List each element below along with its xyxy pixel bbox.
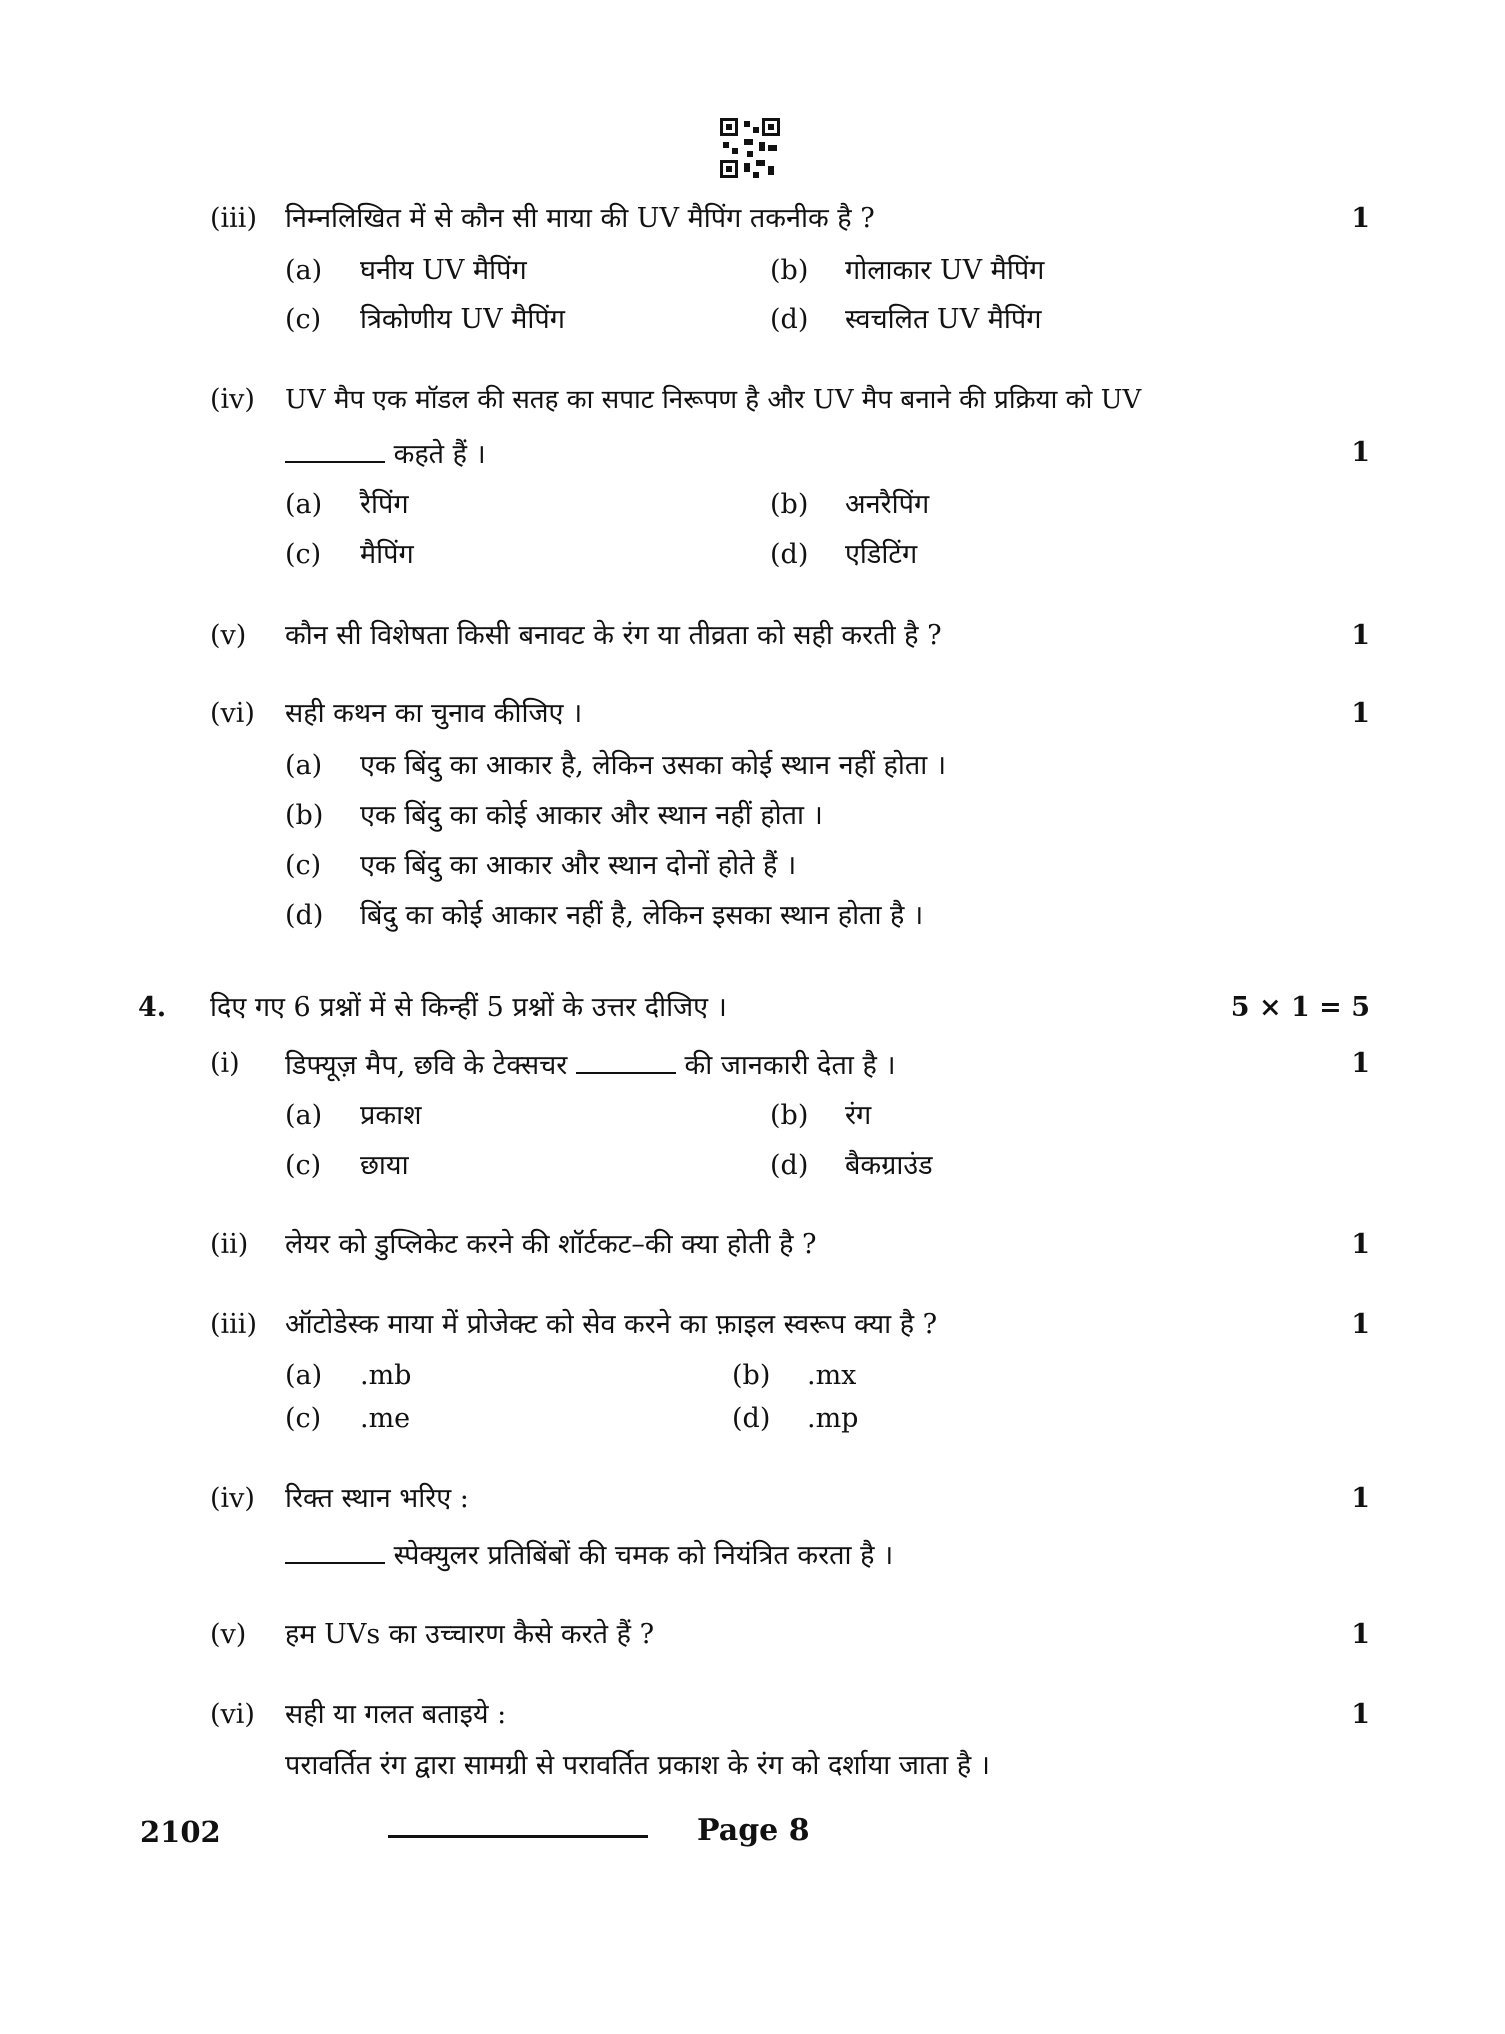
option-label: (a) [285,1100,323,1131]
question-text: लेयर को डुप्लिकेट करने की शॉर्टकट–की क्या होती है ? [285,1229,817,1260]
question-text: निम्नलिखित में से कौन सी माया की UV मैपिंग तकनीक है ? [285,203,875,234]
option-label: (d) [285,900,324,931]
question-text: ऑटोडेस्क माया में प्रोजेक्ट को सेव करने का फ़ाइल स्वरूप क्या है ? [285,1309,938,1340]
question-marks: 1 [1351,1048,1370,1079]
question-text: कौन सी विशेषता किसी बनावट के रंग या तीव्रता को सही करती है ? [285,620,942,651]
question-number: (v) [210,1619,247,1650]
question-number: (iv) [210,1483,255,1514]
question-text-head: डिफ्यूज़ मैप, छवि के टेक्सचर [285,1050,568,1081]
question-text-continued: परावर्तित रंग द्वारा सामग्री से परावर्तित प्रकाश के रंग को दर्शाया जाता है । [285,1750,991,1781]
option-label: (c) [285,850,322,881]
question-marks: 1 [1351,1229,1370,1260]
option-label: (a) [285,489,323,520]
question-number: (iv) [210,384,255,415]
question-text: रिक्त स्थान भरिए : [285,1483,469,1514]
option-label: (c) [285,539,322,570]
option-text: प्रकाश [360,1100,422,1131]
option-label: (d) [770,1150,809,1181]
question-marks: 1 [1351,1699,1370,1730]
question-text-continued [285,1536,893,1574]
option-text: .mp [807,1403,859,1434]
option-text: एक बिंदु का आकार और स्थान दोनों होते हैं । [360,850,797,881]
option-label: (c) [285,304,322,335]
question-marks: 1 [1351,1309,1370,1340]
question-text [285,1046,896,1084]
question-text-tail: स्पेक्युलर प्रतिबिंबों की चमक को नियंत्रित करता है । [393,1540,894,1571]
option-text: एक बिंदु का आकार है, लेकिन उसका कोई स्थान नहीं होता । [360,750,947,781]
option-label: (c) [285,1150,322,1181]
option-text: अनरैपिंग [845,489,930,520]
option-label: (a) [285,750,323,781]
question-text: सही कथन का चुनाव कीजिए । [285,698,583,729]
option-text: छाया [360,1150,409,1181]
option-text: घनीय UV मैपिंग [360,255,527,286]
footer-divider [388,1835,648,1838]
paper-code: 2102 [140,1815,221,1849]
option-text: मैपिंग [360,539,414,570]
question-number: (i) [210,1048,240,1079]
option-label: (b) [770,255,809,286]
question-marks: 1 [1351,620,1370,651]
question-marks: 5 × 1 = 5 [1230,992,1370,1023]
option-label: (b) [770,489,809,520]
page-number: Page 8 [697,1813,810,1848]
question-number: (vi) [210,698,255,729]
question-text-continued [285,435,486,473]
question-marks: 1 [1351,698,1370,729]
question-text-tail: की जानकारी देता है । [684,1050,896,1081]
question-number: (ii) [210,1229,249,1260]
option-text: .me [360,1403,411,1434]
option-label: (a) [285,255,323,286]
option-text: बिंदु का कोई आकार नहीं है, लेकिन इसका स्थान होता है । [360,900,924,931]
question-text: हम UVs का उच्चारण कैसे करते हैं ? [285,1619,655,1650]
option-text: त्रिकोणीय UV मैपिंग [360,304,565,335]
option-label: (d) [770,304,809,335]
option-text: .mx [807,1360,857,1391]
fill-in-blank [576,1046,676,1074]
question-number: (iii) [210,1309,257,1340]
question-text-tail: कहते हैं । [393,439,486,470]
fill-in-blank [285,435,385,463]
option-text: एक बिंदु का कोई आकार और स्थान नहीं होता । [360,800,823,831]
option-text: रंग [845,1100,872,1131]
option-text: गोलाकार UV मैपिंग [845,255,1045,286]
question-marks: 1 [1351,1619,1370,1650]
option-text: .mb [360,1360,412,1391]
question-text: UV मैप एक मॉडल की सतह का सपाट निरूपण है और UV मैप बनाने की प्रक्रिया को UV [285,385,1142,415]
qr-code-icon [720,118,780,178]
question-text: सही या गलत बताइये : [285,1699,507,1730]
question-text: दिए गए 6 प्रश्नों में से किन्हीं 5 प्रश्नों के उत्तर दीजिए । [210,992,727,1023]
question-number: (vi) [210,1699,255,1730]
option-text: बैकग्राउंड [845,1150,933,1181]
option-label: (b) [770,1100,809,1131]
option-label: (b) [732,1360,771,1391]
option-text: एडिटिंग [845,539,918,570]
question-number: 4. [138,992,167,1023]
option-label: (c) [285,1403,322,1434]
option-text: स्वचलित UV मैपिंग [845,304,1042,335]
fill-in-blank [285,1536,385,1564]
question-number: (v) [210,620,247,651]
option-label: (b) [285,800,324,831]
option-label: (a) [285,1360,323,1391]
option-text: रैपिंग [360,489,409,520]
option-label: (d) [732,1403,771,1434]
question-number: (iii) [210,203,257,234]
question-marks: 1 [1351,1483,1370,1514]
question-marks: 1 [1351,203,1370,234]
option-label: (d) [770,539,809,570]
question-marks: 1 [1351,437,1370,468]
